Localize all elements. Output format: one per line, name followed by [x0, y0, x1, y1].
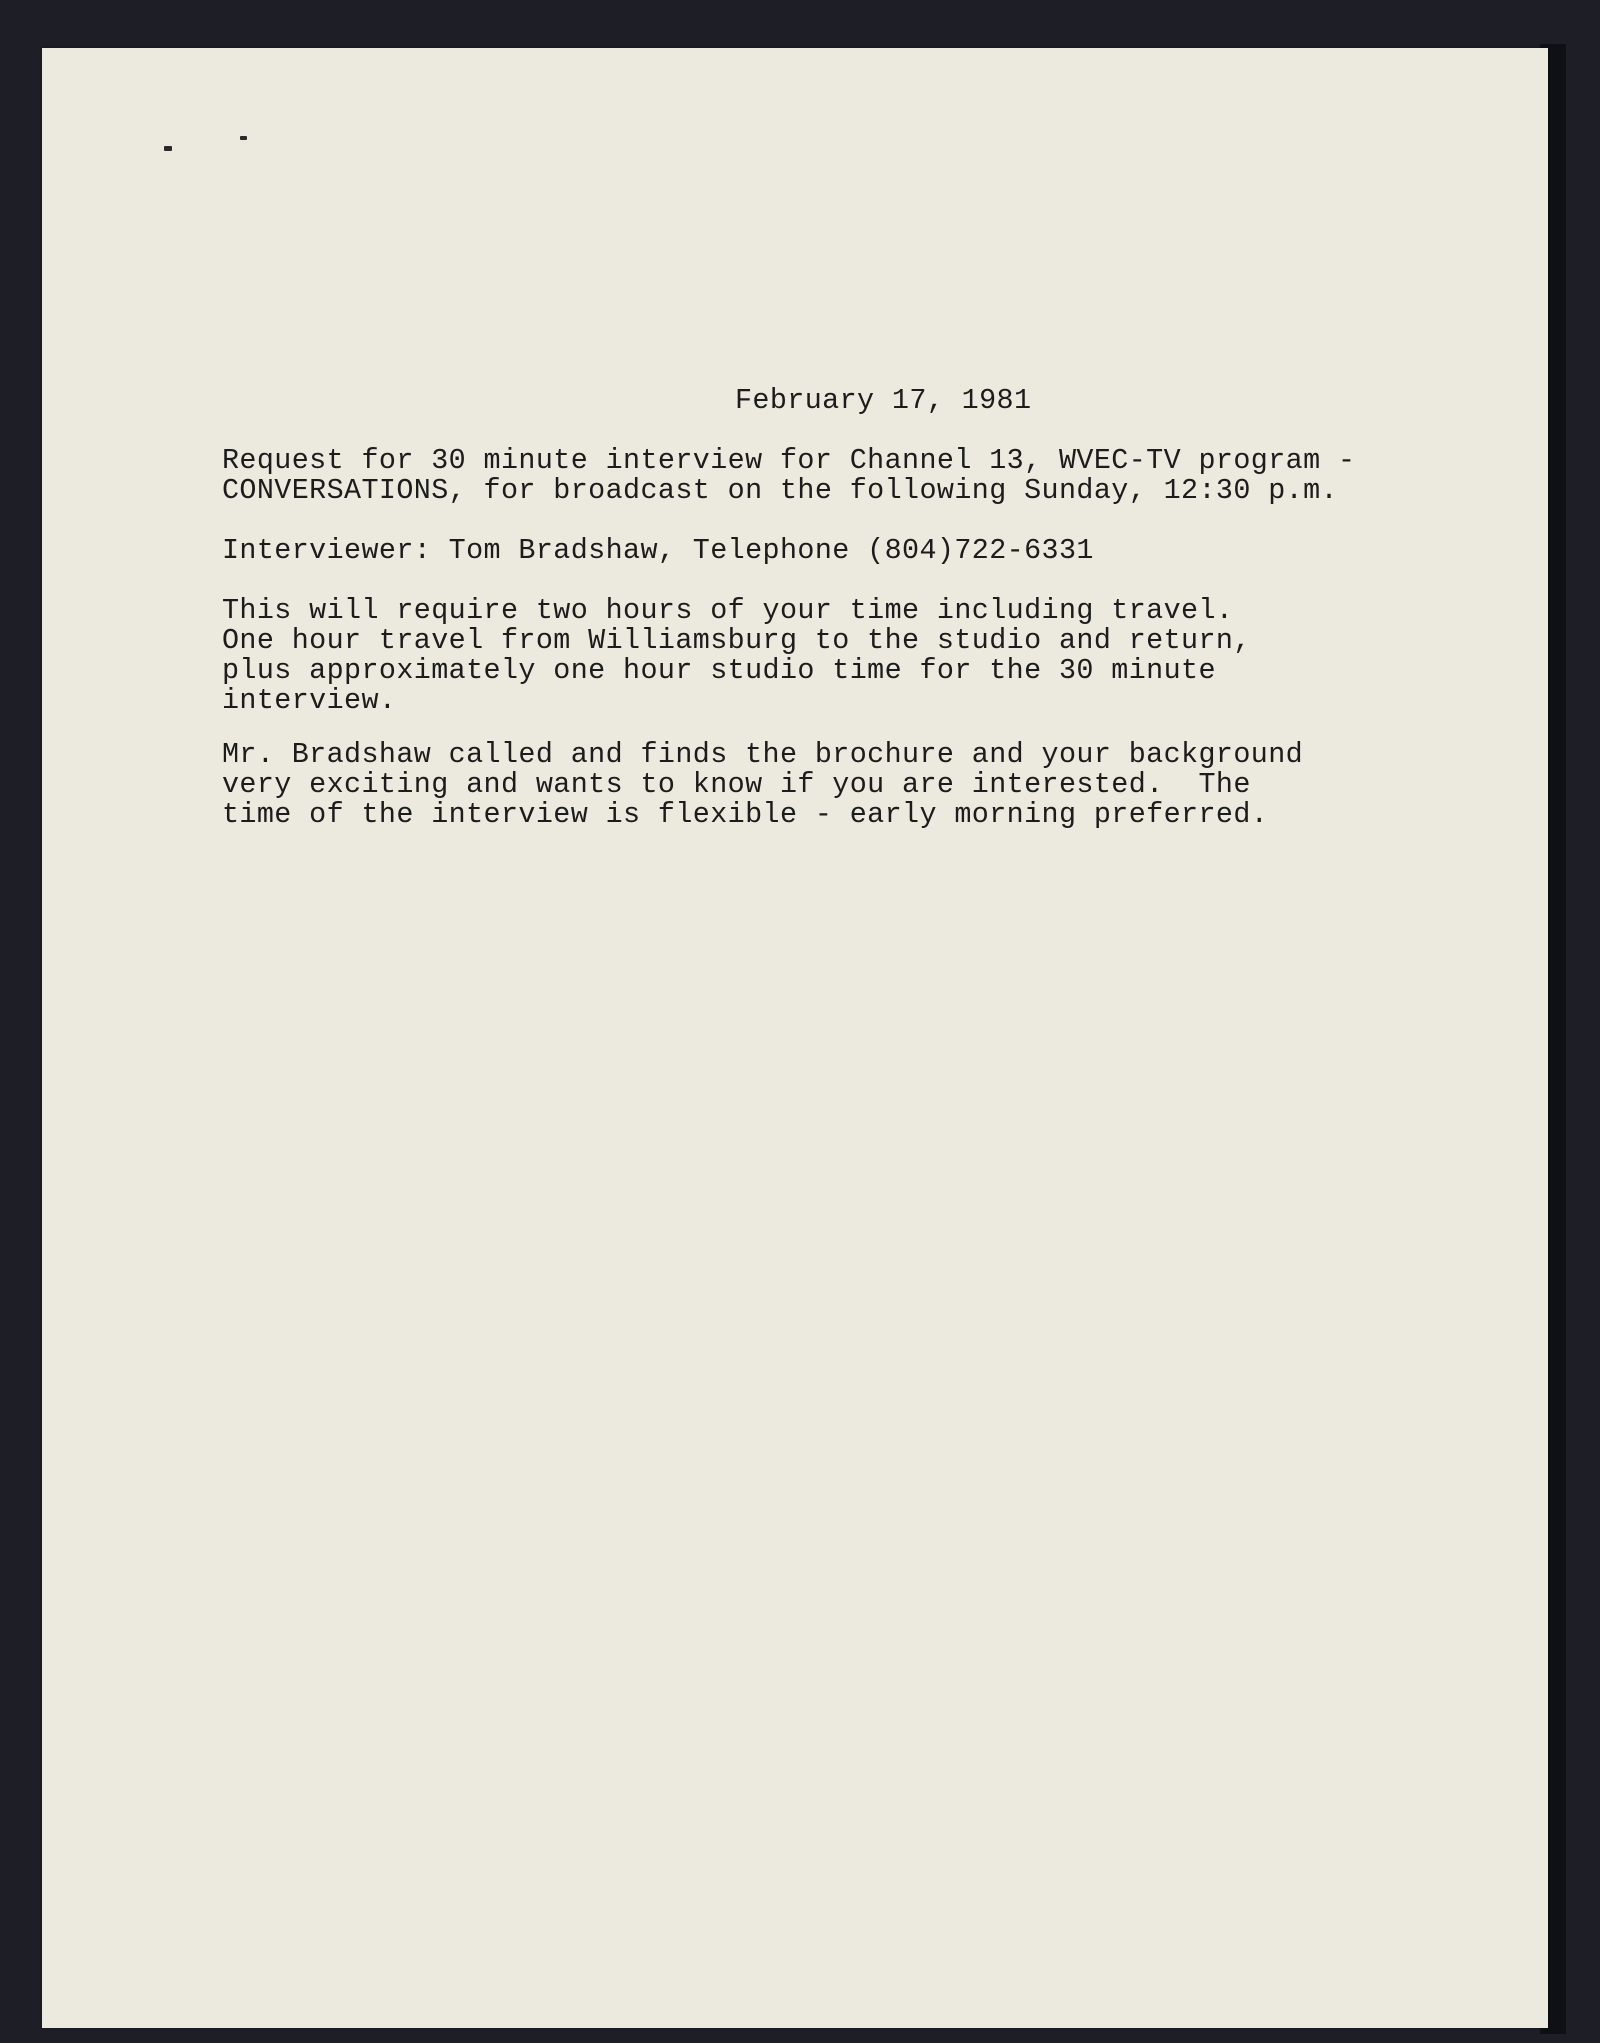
paragraph-details [222, 740, 1303, 830]
ink-speck [164, 146, 172, 151]
text-line: One hour travel from Williamsburg to the studio and return, [222, 624, 1251, 657]
text-line: Mr. Bradshaw called and finds the brochure and your background [222, 738, 1304, 771]
text-line: CONVERSATIONS, for broadcast on the following Sunday, 12:30 p.m. [222, 474, 1338, 507]
paper-sheet [42, 48, 1548, 2028]
text-line: Request for 30 minute interview for Channel 13, WVEC-TV program - [222, 444, 1356, 477]
paragraph-time-required [222, 596, 1251, 716]
text-line: time of the interview is flexible - early morning preferred. [222, 798, 1269, 831]
text-line: plus approximately one hour studio time for the 30 minute [222, 654, 1216, 687]
text-line: interview. [222, 684, 397, 717]
text-line: very exciting and wants to know if you are interested. The [222, 768, 1251, 801]
letter-date: February 17, 1981 [735, 384, 1032, 417]
text-line: This will require two hours of your time including travel. [222, 594, 1234, 627]
text-line: Interviewer: Tom Bradshaw, Telephone (804)722-6331 [222, 534, 1094, 567]
paragraph-interviewer [222, 536, 1094, 566]
paragraph-request [222, 446, 1355, 506]
ink-speck [240, 136, 247, 140]
